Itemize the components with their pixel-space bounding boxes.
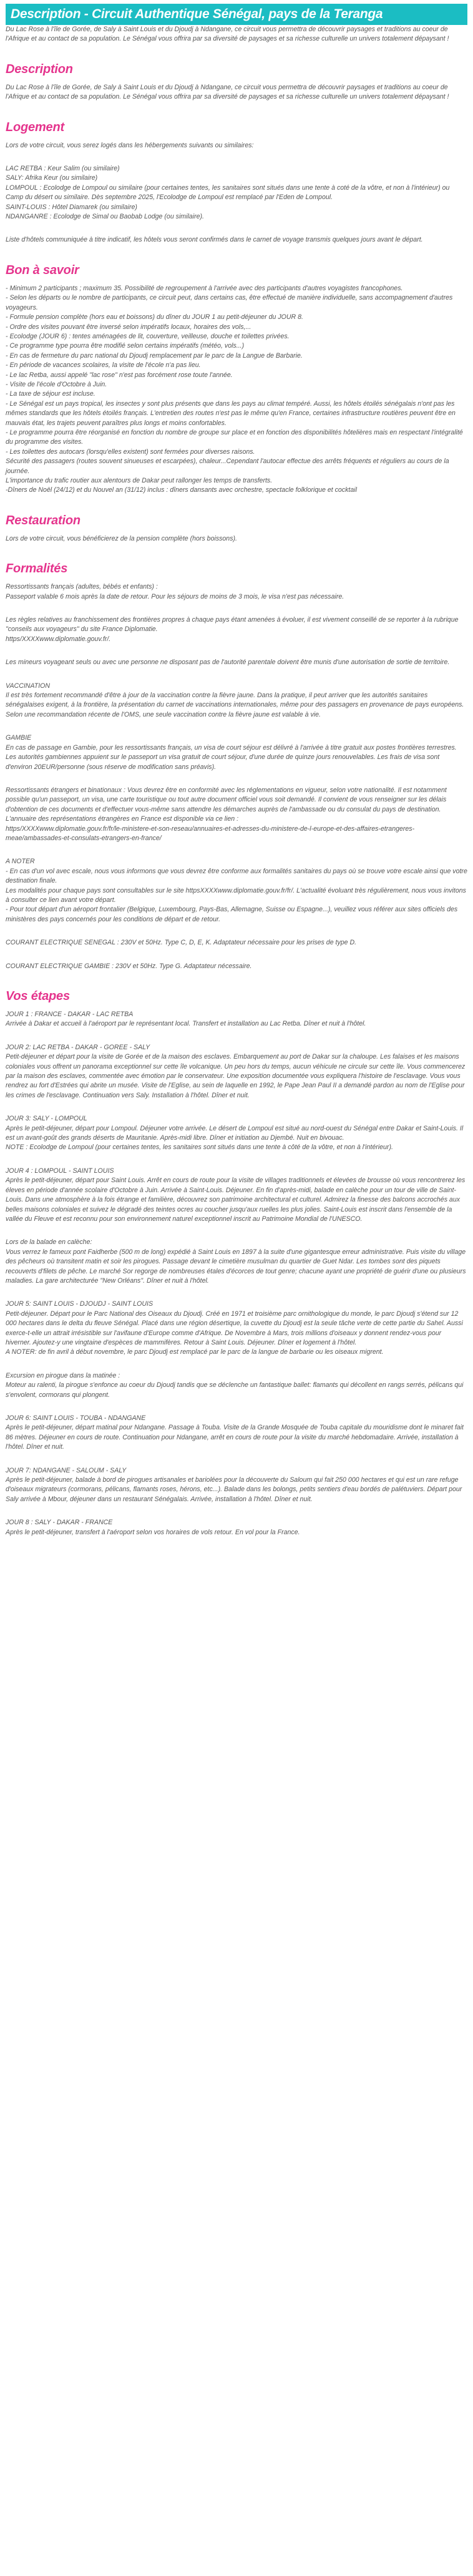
section-title-description: Description: [6, 62, 73, 76]
formalites-line: Il est très fortement recommandé d'être à jour de la vaccination contre la fièvre jaune. Dans la pratique, il peut arriver que les autorités sanitaires sénégalaises exigent, à la frontière, la présentation du carnet de vaccinations internationales, même pour des passagers en provenance de pays européens. Selon une recommandation récente de l'OMS, une seule vaccination contre la fièvre jaune est valable à vie.: [6, 692, 464, 718]
formalites-link[interactable]: https/XXXXwww.diplomatie.gouv.fr/.: [6, 635, 111, 643]
formalites-line: Les modalités pour chaque pays sont consultables sur le site httpsXXXXwww.diplomatie.gouv.fr/fr/. L'actualité évoluant très régulièrement, nous vous invitons à consulter ce lien avant votre départ.: [6, 886, 466, 904]
section-title-etapes: Vos étapes: [6, 989, 70, 1003]
page-title: Description - Circuit Authentique Sénégal, pays de la Teranga: [11, 7, 383, 22]
logement-line: SAINT-LOUIS : Hôtel Diamarek (ou similaire): [6, 203, 137, 211]
etape-heading: JOUR 2: LAC RETBA - DAKAR - GOREE - SALY: [6, 1043, 150, 1051]
logement-intro: Lors de votre circuit, vous serez logés dans les hébergements suivants ou similaires:: [6, 141, 254, 149]
formalites-line: - En cas d'un vol avec escale, nous vous informons que vous devrez être conforme aux formalités sanitaires du pays où se trouve votre escale ainsi que votre destination finale.: [6, 867, 467, 885]
formalites-line: COURANT ELECTRIQUE GAMBIE : 230V et 50Hz. Type G. Adaptateur nécessaire.: [6, 962, 252, 970]
formalites-line: Ressortissants étrangers et binationaux : Vous devrez être en conformité avec les réglementations en vigueur, selon votre nationalité. Il est notamment possible qu'un passeport, un visa, une carte touristique ou tout autre document officiel vous soit demandé. Il convient de vous renseigner sur les délais d'obtention de ces documents et d'effectuer vous-même sans attendre les démarches auprès de l'ambassade ou du consulat du pays de destination.: [6, 786, 447, 813]
logement-section: [6, 141, 467, 245]
formalites-block: [6, 938, 467, 948]
formalites-line: En cas de passage en Gambie, pour les ressortissants français, un visa de court séjour est délivré à l'arrivée à titre gratuit aux postes frontières terrestres.: [6, 743, 457, 752]
etape-item: [6, 1043, 467, 1100]
etape-heading: JOUR 3: SALY - LOMPOUL: [6, 1115, 87, 1123]
info-line: - Ordre des visites pouvant être inversé selon impératifs locaux, horaires des vols,...: [6, 323, 251, 331]
etape-heading: JOUR 8 : SALY - DAKAR - FRANCE: [6, 1519, 113, 1527]
formalites-block: [6, 962, 467, 971]
etape-text: Vous verrez le fameux pont Faidherbe (500 m de long) expédié à Saint Louis en 1897 à la suite d'une gigantesque erreur administrative. Puis visite du village des pêcheurs où transitent matin et soir les pirogues. Passage devant le cimetière musulman du quartier de Guet Ndar. Les tombes sont des piquets recouverts d'filets de pêche. Le marché Sor regorge de nombreuses étales d'écorces de tout genre; chacune ayant une propriété de guérir d'une ou plusieurs maladies. La gare architecturée "New Orléans". Dîner et nuit à l'hôtel.: [6, 1248, 466, 1285]
title-bar: [6, 4, 467, 25]
etape-extra: NOTE : Ecolodge de Lompoul (pour certaines tentes, les sanitaires sont situés dans une tente à côté de la vôtre, et non à l'intérieur).: [6, 1144, 393, 1152]
info-line: - Le lac Retba, aussi appelé "lac rose" n'est pas forcément rose toute l'année.: [6, 371, 233, 379]
info-line: -Dîners de Noël (24/12) et du Nouvel an (31/12) inclus : dîners dansants avec orchestre, spectacle folklorique et cocktail: [6, 486, 357, 494]
info-line: - Selon les départs ou le nombre de participants, ce circuit peut, dans certains cas, être effectué de manière individuelle, sans accompagnement d'autres voyageurs.: [6, 294, 453, 311]
formalites-line: COURANT ELECTRIQUE SENEGAL : 230V et 50Hz. Type C, D, E, K. Adaptateur nécessaire pour les prises de type D.: [6, 939, 357, 947]
section-title-bon-a-savoir: Bon à savoir: [6, 263, 79, 277]
formalites-block: [6, 658, 467, 667]
etape-item: [6, 1238, 467, 1286]
info-line: - Formule pension complète (hors eau et boissons) du dîner du JOUR 1 au petit-déjeuner du JOUR 8.: [6, 313, 303, 321]
formalites-block: [6, 733, 467, 772]
etape-heading: Lors de la balade en calèche:: [6, 1238, 92, 1246]
etape-text: Moteur au ralenti, la pirogue s'enfonce au coeur du Djoudj tandis que se déclenche un fantastique ballet: flamants qui décollent en rangs serrés, pélicans qui s'envolent, cormorans qui plongent.: [6, 1381, 464, 1399]
formalites-heading: A NOTER: [6, 858, 35, 866]
bon-a-savoir-list: [6, 284, 467, 496]
logement-note: Liste d'hôtels communiquée à titre indicatif, les hôtels vous seront confirmés dans le carnet de voyage transmis quelques jours avant le départ.: [6, 236, 423, 244]
info-line: - Ce programme type pourra être modifié selon certains impératifs (météo, vols...): [6, 342, 245, 350]
etape-item: [6, 1414, 467, 1452]
etape-item: [6, 1114, 467, 1153]
etape-text: Après le petit-déjeuner, départ matinal pour Ndangane. Passage à Touba. Visite de la Grande Mosquée de Touba capitale du mouridisme dont le minaret fait 86 mètres. Déjeuner en cours de route. Continuation pour Ndangane, arrêt en cours de route pour la visite du marché hebdomadaire. Arrivée, installation à l'hôtel. Dîner et nuit.: [6, 1424, 464, 1451]
info-line: - En cas de fermeture du parc national du Djoudj remplacement par le parc de la Langue de Barbarie.: [6, 351, 303, 360]
formalites-line: L'annuaire des représentations étrangères en France est disponible via ce lien :: [6, 815, 239, 823]
formalites-line: Les autorités gambiennes appuient sur le passeport un visa gratuit de court séjour, d'une durée de quinze jours renouvelables. Les frais de visa sont d'environ 20EUR/personne (sous réserve de modification sans préavis).: [6, 753, 440, 771]
etape-item: [6, 1300, 467, 1357]
info-line: - Ecolodge (JOUR 6) : tentes aménagées de lit, couverture, veilleuse, douche et toilettes privées.: [6, 332, 290, 340]
formalites-block: [6, 682, 467, 720]
logement-line: NDANGANRE : Ecolodge de Simal ou Baobab Lodge (ou similaire).: [6, 213, 204, 221]
formalites-line: Ressortissants français (adultes, bébés et enfants) :: [6, 583, 158, 591]
etape-item: [6, 1010, 467, 1029]
formalites-line: Passeport valable 6 mois après la date de retour. Pour les séjours de moins de 3 mois, le visa n'est pas nécessaire.: [6, 592, 344, 600]
info-line: - Le Sénégal est un pays tropical, les insectes y sont plus présents que dans les pays au climat tempéré. Aussi, les hôtels étoilés sénégalais n'ont pas les mêmes standards que les hôtels étoilés français. L'entretien des routes n'est pas le même qu'en France, certaines infrastructure routières peuvent être en mauvais état, les trajets peuvent paraîtres plus longs et moins confortables.: [6, 399, 456, 427]
info-line: - Le programme pourra être réorganisé en fonction du nombre de groupe sur place et en fonction des disponibilités hôtelières mais en respectant l'intégralité du programme des visites.: [6, 428, 463, 446]
formalites-line: - Pour tout départ d'un aéroport frontalier (Belgique, Luxembourg, Pays-Bas, Allemagne, Suisse ou Espagne...), veuillez vous référer aux sites officiels des ministères des pays concernés pour les conditions de départ et de retour.: [6, 906, 458, 923]
section-title-logement: Logement: [6, 120, 64, 134]
logement-line: LOMPOUL : Ecolodge de Lompoul ou similaire (pour certaines tentes, les sanitaires sont situés dans une tente à coté de la vôtre, et non à l'intérieur) ou Camp du désert ou similaire. Dès septembre 2025, l'Ecolodge de Lompoul est remplacé par l'Eden de Lompoul.: [6, 184, 450, 202]
formalites-block: [6, 786, 467, 843]
formalites-line: Les règles relatives au franchissement des frontières propres à chaque pays étant amenées à évoluer, il est vivement conseillé de se reporter à la rubrique "conseils aux voyageurs" du site France Diplomatie.: [6, 616, 459, 634]
logement-line: SALY: Afrika Keur (ou similaire): [6, 174, 98, 182]
formalites-heading: VACCINATION: [6, 682, 51, 690]
etape-text: Petit-déjeuner. Départ pour le Parc National des Oiseaux du Djoudj. Créé en 1971 et troisième parc ornithologique du monde, le parc Djoudj s'étend sur 12 000 hectares dans le delta du fleuve Sénégal. Placé dans une région désertique, la cuvette du Djoudj est la seule tâche verte de cette partie du Sahel. Aussi exerce-t-elle un attrait irrésistible sur l'avifaune d'Europe comme d'Afrique. De Novembre à Mars, trois millions d'oiseaux y donnent rendez-vous pour hiverner. Ajoutez-y une vingtaine d'espèces de mammifères. Retour à Saint Louis. Déjeuner. Dîner et logement à l'hôtel.: [6, 1310, 463, 1346]
etapes-list: [6, 1010, 467, 1537]
etape-text: Petit-déjeuner et départ pour la visite de Gorée et de la maison des esclaves. Embarquement au port de Dakar sur la chaloupe. Les falaises et les maisons coloniales vous offrent un panorama exceptionnel sur cette île volcanique. Un peu hors du temps, aucun véhicule ne circule sur cette île. Vous commencerez par la maison des esclaves, commentée avec émotion par le conservateur. Une exposition documentée vous expliquera l'histoire de l'esclavage. Vous vous rendrez au fort d'Estrées qui abrite un musée. Visite de l'Eglise, au sein de laquelle en 1992, le Pape Jean Paul II a demandé pardon au nom de l'Eglise pour les crimes de l'esclavage. Continuation vers Saly. Installation à l'hôtel. Dîner et nuit.: [6, 1053, 466, 1099]
etape-heading: JOUR 6: SAINT LOUIS - TOUBA - NDANGANE: [6, 1414, 146, 1422]
etape-text: Après le petit-déjeuner, départ pour Lompoul. Déjeuner votre arrivée. Le désert de Lompoul est situé au nord-ouest du Sénégal entre Dakar et Saint-Louis. Il est un avant-goût des grands déserts de Mauritanie. Après-midi libre. Dîner et initiation au Djembé. Nuit en bivouac.: [6, 1124, 464, 1142]
etape-heading: JOUR 4 : LOMPOUL - SAINT LOUIS: [6, 1167, 114, 1175]
info-line: Sécurité des passagers (routes souvent sinueuses et escarpées), chaleur...Cependant l'autocar effectue des arrêts fréquents et réguliers au cours de la journée.: [6, 458, 449, 475]
etape-extra: A NOTER: de fin avril à début novembre, le parc Djoudj est remplacé par le parc de la langue de barbarie ou les oiseaux migrent.: [6, 1348, 384, 1356]
info-line: - La taxe de séjour est incluse.: [6, 390, 95, 398]
info-line: - En période de vacances scolaires, la visite de l'école n'a pas lieu.: [6, 361, 201, 370]
etape-text: Après le petit-déjeuner, balade à bord de pirogues artisanales et bariolées pour la découverte du Saloum qui fait 250 000 hectares et qui est un rare refuge d'oiseaux migrateurs (cormorans, pélicans, flamants roses, hérons, etc...). Balade dans les bolongs, petits sentiers d'eau bordés de palétuviers. Départ pour Saly arrivée à Mbour, déjeuner dans un restaurant Sénégalais. Arrivée, installation à l'hôtel. Dîner et nuit.: [6, 1476, 462, 1503]
intro-text: Du Lac Rose à l'île de Gorée, de Saly à Saint Louis et du Djoudj à Ndangane, ce circuit vous permettra de découvrir paysages et traditions au coeur de l'Afrique et au contact de sa population. Le Sénégal vous offrira par sa diversité de paysages et sa richesse culturelle un univers totalement dépaysant !: [6, 26, 450, 43]
formalites-link[interactable]: https/XXXXwww.diplomatie.gouv.fr/fr/le-ministere-et-son-reseau/annuaires-et-adresses-du-ministere-de-l-europe-et-des-affaires-etrangeres-meae/ambassades-et-consulats-etrangers-en-france/: [6, 825, 415, 842]
etape-text: Après le petit-déjeuner, transfert à l'aéroport selon vos horaires de vols retour. En vol pour la France.: [6, 1528, 300, 1536]
etape-heading: JOUR 1 : FRANCE - DAKAR - LAC RETBA: [6, 1011, 134, 1018]
formalites-block: [6, 615, 467, 644]
restauration-text: Lors de votre circuit, vous bénéficierez de la pension complète (hors boissons).: [6, 534, 237, 542]
etape-text: Arrivée à Dakar et accueil à l'aéroport par le représentant local. Transfert et installation au Lac Retba. Dîner et nuit à l'hôtel.: [6, 1020, 366, 1028]
section-title-formalites: Formalités: [6, 562, 68, 576]
etape-item: [6, 1518, 467, 1537]
section-title-restauration: Restauration: [6, 513, 80, 527]
info-line: - Les toilettes des autocars (lorsqu'elles existent) sont fermées pour diverses raisons.: [6, 448, 255, 456]
etape-item: [6, 1167, 467, 1224]
description-text: Du Lac Rose à l'île de Gorée, de Saly à Saint Louis et du Djoudj à Ndangane, ce circuit vous permettra de découvrir paysages et traditions au coeur de l'Afrique et au contact de sa population. Le Sénégal vous offrira par sa diversité de paysages et sa richesse culturelle un univers totalement dépaysant !: [6, 83, 450, 101]
formalites-section: [6, 582, 467, 971]
formalites-block: [6, 857, 467, 924]
info-line: - Visite de l'école d'Octobre à Juin.: [6, 380, 107, 388]
formalites-block: [6, 582, 467, 602]
etape-item: [6, 1466, 467, 1505]
info-line: L'importance du trafic routier aux alentours de Dakar peut rallonger les temps de transferts.: [6, 477, 273, 484]
logement-list: [6, 164, 467, 222]
etape-heading: Excursion en pirogue dans la matinée :: [6, 1371, 120, 1379]
formalites-line: Les mineurs voyageant seuls ou avec une personne ne disposant pas de l'autorité parentale doivent être munis d'une autorisation de sortie de territoire.: [6, 659, 450, 667]
etape-heading: JOUR 7: NDANGANE - SALOUM - SALY: [6, 1466, 127, 1474]
etape-heading: JOUR 5: SAINT LOUIS - DJOUDJ - SAINT LOUIS: [6, 1300, 154, 1308]
formalites-heading: GAMBIE: [6, 734, 32, 742]
logement-line: LAC RETBA : Keur Salim (ou similaire): [6, 165, 120, 173]
etape-item: [6, 1371, 467, 1400]
page: [0, 4, 473, 1546]
info-line: - Minimum 2 participants ; maximum 35. Possibilité de regroupement à l'arrivée avec des participants d'autres voyagistes francophones.: [6, 284, 403, 292]
etape-text: Après le petit-déjeuner, départ pour Saint Louis. Arrêt en cours de route pour la visite de villages traditionnels et élevées de brousse où vous rencontrerez les éleves en période d'année scolaire d'Octobre à Juin. Arrivée à Saint-Louis. Déjeuner. En fin d'après-midi, balade en calèche pour un tour de ville de Saint-Louis. Dans une atmosphère à la fois étrange et familière, découvrez son patrimoine architectural et culturel. Admirez la finesse des balcons accrochés aux belles maisons coloniales et suivez le dégradé des teintes ocres au coucher jusqu'aux ruelles les plus jolies. Saint-Louis est inscrit dans l'ensemble de la vallée du Fleuve et est reconnu pour son environnement naturel exceptionnel inscrit au Patrimoine Mondial de l'UNESCO.: [6, 1177, 466, 1223]
